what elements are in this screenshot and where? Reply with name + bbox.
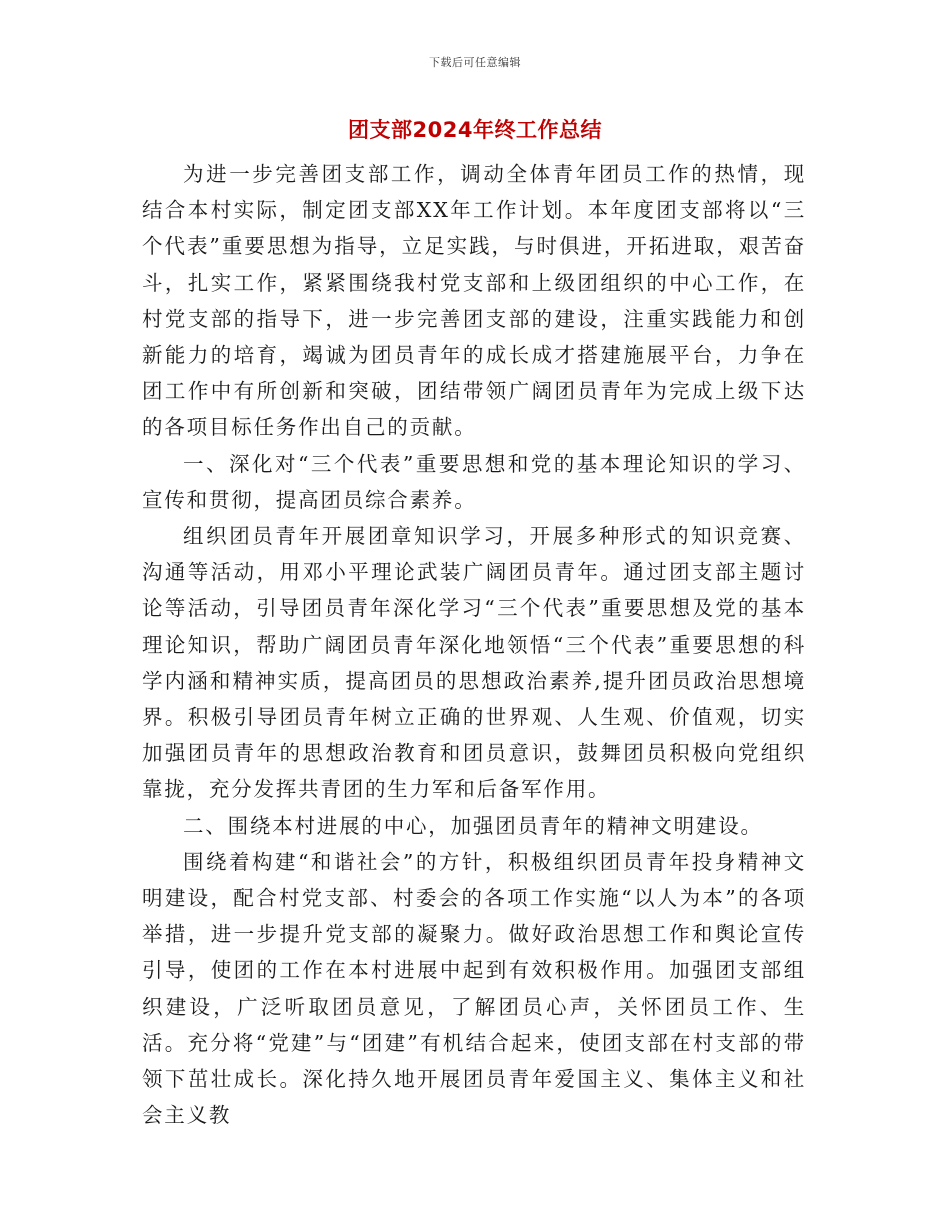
section-heading-2: 二、围绕本村进展的中心，加强团员青年的精神文明建设。 — [183, 813, 763, 838]
document-body — [142, 156, 806, 1133]
document-title: 团支部2024年终工作总结 — [348, 118, 602, 142]
section-heading-1: 一、深化对“三个代表”重要思想和党的基本理论知识的学习、宣传和贯彻，提高团员综合素养。 — [142, 451, 806, 512]
header-note: 下载后可任意编辑 — [429, 56, 521, 69]
paragraph-intro: 为进一步完善团支部工作，调动全体青年团员工作的热情，现结合本村实际，制定团支部XX年工作计划。本年度团支部将以“三个代表”重要思想为指导，立足实践，与时俱进，开拓进取，艰苦奋斗，扎实工作，紧紧围绕我村党支部和上级团组织的中心工作，在村党支部的指导下，进一步完善团支部的建设，注重实践能力和创新能力的培育，竭诚为团员青年的成长成才搭建施展平台，力争在团工作中有所创新和突破，团结带领广阔团员青年为完成上级下达的各项目标任务作出自己的贡献。 — [142, 162, 806, 440]
paragraph-section-1: 组织团员青年开展团章知识学习，开展多种形式的知识竞赛、沟通等活动，用邓小平理论武装广阔团员青年。通过团支部主题讨论等活动，引导团员青年深化学习“三个代表”重要思想及党的基本理论知识，帮助广阔团员青年深化地领悟“三个代表”重要思想的科学内涵和精神实质，提高团员的思想政治素养,提升团员政治思想境界。积极引导团员青年树立正确的世界观、人生观、价值观，切实加强团员青年的思想政治教育和团员意识，鼓舞团员积极向党组织靠拢，充分发挥共青团的生力军和后备军作用。 — [142, 524, 806, 802]
paragraph-section-2: 围绕着构建“和谐社会”的方针，积极组织团员青年投身精神文明建设，配合村党支部、村委会的各项工作实施“以人为本”的各项举措，进一步提升党支部的凝聚力。做好政治思想工作和舆论宣传引导，使团的工作在本村进展中起到有效积极作用。加强团支部组织建设，广泛听取团员意见，了解团员心声，关怀团员工作、生活。充分将“党建”与“团建”有机结合起来，使团支部在村支部的带领下茁壮成长。深化持久地开展团员青年爱国主义、集体主义和社会主义教 — [142, 849, 806, 1128]
